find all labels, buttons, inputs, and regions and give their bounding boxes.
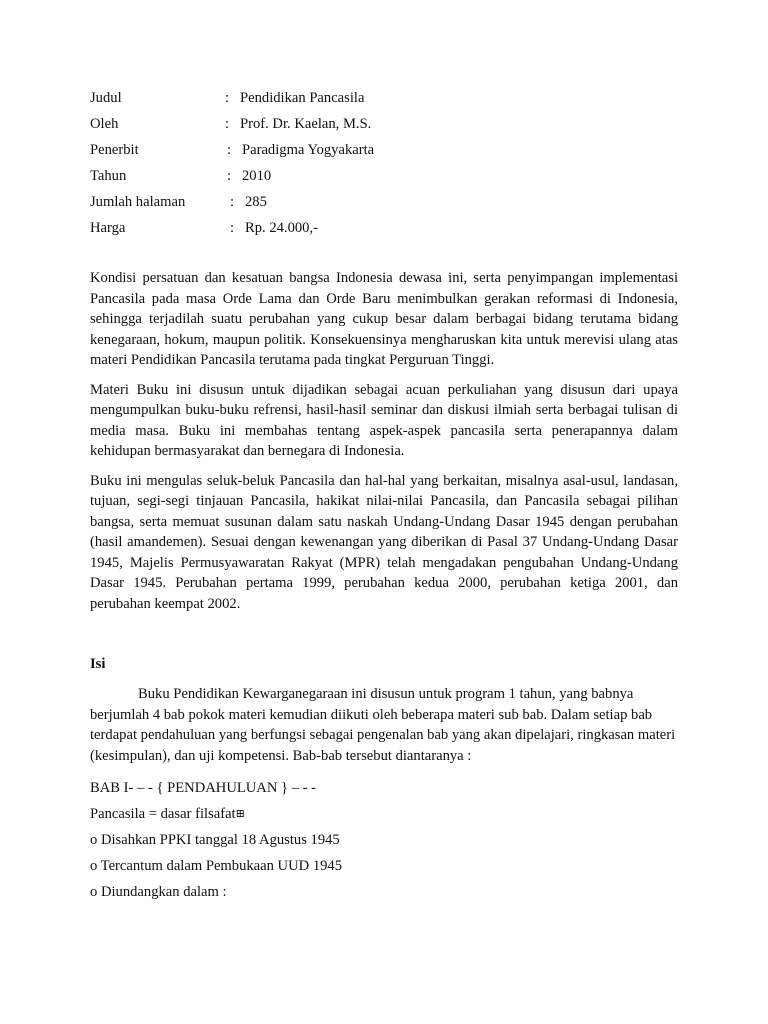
list-line-text: Pancasila = dasar filsafat: [90, 806, 236, 822]
missing-glyph-icon: ⊞: [235, 808, 245, 820]
paragraph: Kondisi persatuan dan kesatuan bangsa Indonesia dewasa ini, serta penyimpangan implementasi Pancasila pada masa Orde Lama dan Orde Baru menimbulkan gerakan reformasi di Indonesia, sehingga terjadilah suatu perubahan yang cukup besar dalam berbagai bidang terutama bidang kenegaraan, hokum, maupun politik. Konsekuensinya mengharuskan kita untuk merevisi ulang atas materi Pendidikan Pancasila terutama pada tingkat Perguruan Tinggi.: [90, 270, 678, 368]
list-line: o Diundangkan dalam :: [90, 884, 227, 900]
meta-label: Tahun: [90, 168, 127, 184]
meta-separator: :: [225, 116, 230, 132]
meta-separator: :: [227, 168, 232, 184]
list-line: BAB I- – - { PENDAHULUAN } – - -: [90, 780, 317, 796]
meta-label: Jumlah halaman: [90, 194, 186, 210]
meta-separator: :: [230, 220, 235, 236]
meta-value: 285: [245, 194, 267, 210]
meta-value: Rp. 24.000,-: [245, 220, 318, 236]
section-heading-isi: Isi: [90, 656, 106, 672]
meta-value: Pendidikan Pancasila: [240, 90, 365, 106]
meta-separator: :: [230, 194, 235, 210]
meta-label: Penerbit: [90, 142, 139, 158]
list-line: [90, 801, 678, 827]
meta-label: Harga: [90, 220, 126, 236]
body-text: [90, 268, 678, 623]
meta-value: Prof. Dr. Kaelan, M.S.: [240, 116, 372, 132]
meta-value: 2010: [242, 168, 272, 184]
paragraph: Buku ini mengulas seluk-beluk Pancasila dan hal-hal yang berkaitan, misalnya asal-usul, landasan, tujuan, segi-segi tinjauan Pancasila, hakikat nilai-nilai Pancasila, dan Pancasila sebagai pilihan bangsa, serta memuat susunan dalam satu naskah Undang-Undang Dasar 1945 dengan perubahan (hasil amandemen). Sesuai dengan kewenangan yang diberikan di Pasal 37 Undang-Undang Dasar 1945, Majelis Permusyawaratan Rakyat (MPR) telah mengadakan pengubahan Undang-Undang Dasar 1945. Perubahan pertama 1999, perubahan kedua 2000, perubahan ketiga 2001, dan perubahan keempat 2002.: [90, 472, 678, 612]
meta-value: Paradigma Yogyakarta: [242, 142, 375, 158]
isi-section: [90, 684, 678, 905]
meta-separator: :: [227, 142, 232, 158]
isi-paragraph: Buku Pendidikan Kewarganegaraan ini disusun untuk program 1 tahun, yang babnya berjumlah 4 bab pokok materi kemudian diikuti oleh beberapa materi sub bab. Dalam setiap bab terdapat pendahuluan yang berfungsi sebagai pengenalan bab yang akan dipelajari, ringkasan materi (kesimpulan), dan uji kompetensi. Bab-bab tersebut diantaranya :: [90, 686, 676, 764]
paragraph: Materi Buku ini disusun untuk dijadikan sebagai acuan perkuliahan yang disusun dari upaya mengumpulkan buku-buku refrensi, hasil-hasil seminar dan diskusi ilmiah serta berbagai tulisan di media masa. Buku ini membahas tentang aspek-aspek pancasila serta penerapannya dalam kehidupan bermasyarakat dan bernegara di Indonesia.: [90, 381, 678, 459]
list-line: o Disahkan PPKI tanggal 18 Agustus 1945: [90, 832, 340, 848]
meta-label: Oleh: [90, 116, 119, 132]
meta-separator: :: [225, 90, 230, 106]
meta-label: Judul: [90, 90, 122, 106]
list-line: o Tercantum dalam Pembukaan UUD 1945: [90, 858, 343, 874]
